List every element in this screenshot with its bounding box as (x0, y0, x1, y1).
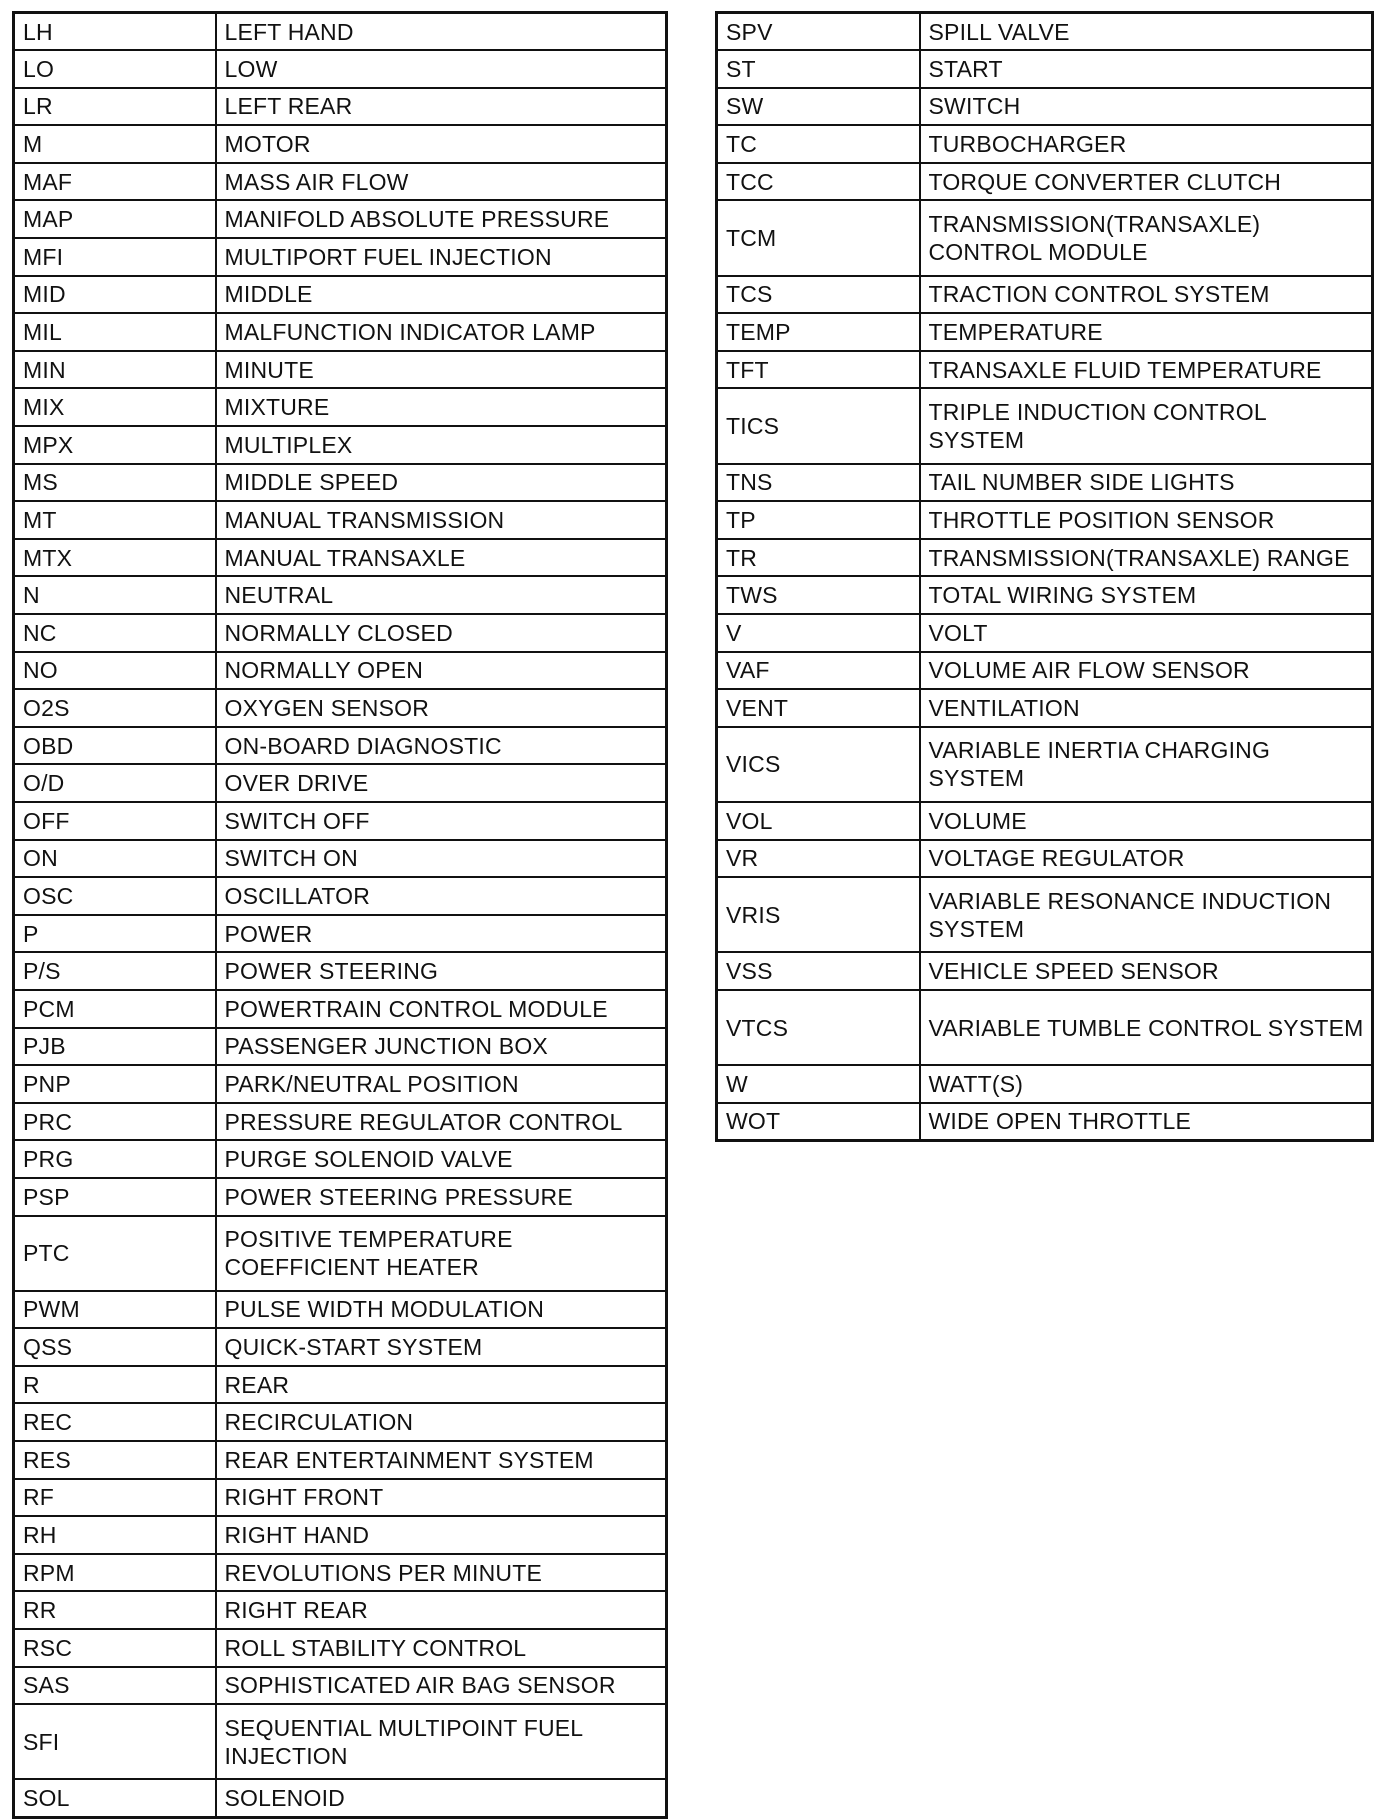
abbreviation-cell: OSC (14, 877, 216, 915)
table-row (14, 313, 667, 351)
definition-cell: SOLENOID (216, 1779, 667, 1817)
abbreviation-cell: RF (14, 1479, 216, 1517)
abbreviation-cell: TWS (717, 576, 920, 614)
definition-cell: MINUTE (216, 351, 667, 389)
abbreviation-cell: P (14, 915, 216, 953)
abbreviation-cell: MIL (14, 313, 216, 351)
abbreviation-cell: PTC (14, 1216, 216, 1291)
table-row (14, 915, 667, 953)
abbreviation-cell: O2S (14, 689, 216, 727)
definition-cell: VOLUME (920, 802, 1373, 840)
table-row (14, 276, 667, 314)
definition-cell: TEMPERATURE (920, 313, 1373, 351)
table-row (717, 50, 1373, 88)
abbreviation-cell: MTX (14, 539, 216, 577)
definition-cell: VARIABLE INERTIA CHARGING SYSTEM (920, 727, 1373, 802)
definition-cell: VOLT (920, 614, 1373, 652)
abbreviation-cell: RH (14, 1516, 216, 1554)
definition-cell: REVOLUTIONS PER MINUTE (216, 1554, 667, 1592)
table-row (717, 125, 1373, 163)
table-row (717, 1065, 1373, 1103)
table-row (717, 539, 1373, 577)
definition-cell: VEHICLE SPEED SENSOR (920, 952, 1373, 990)
table-row (14, 163, 667, 201)
table-row (14, 1028, 667, 1066)
abbreviation-cell: OFF (14, 802, 216, 840)
abbreviation-table-left (12, 11, 668, 1819)
definition-cell: SWITCH ON (216, 840, 667, 878)
table-row (14, 501, 667, 539)
definition-cell: TRANSAXLE FLUID TEMPERATURE (920, 351, 1373, 389)
abbreviation-cell: PWM (14, 1291, 216, 1329)
table-row (14, 13, 667, 51)
abbreviation-cell: ST (717, 50, 920, 88)
abbreviation-cell: MAF (14, 163, 216, 201)
table-row (14, 1704, 667, 1779)
definition-cell: SPILL VALVE (920, 13, 1373, 51)
abbreviation-cell: VOL (717, 802, 920, 840)
table-row (717, 88, 1373, 126)
abbreviation-cell: LO (14, 50, 216, 88)
table-row (14, 802, 667, 840)
abbreviation-cell: VICS (717, 727, 920, 802)
abbreviation-cell: W (717, 1065, 920, 1103)
table-row (14, 727, 667, 765)
abbreviation-cell: PCM (14, 990, 216, 1028)
definition-cell: RIGHT HAND (216, 1516, 667, 1554)
abbreviation-cell: VSS (717, 952, 920, 990)
table-row (14, 200, 667, 238)
table-row (14, 426, 667, 464)
abbreviation-cell: LH (14, 13, 216, 51)
definition-cell: TURBOCHARGER (920, 125, 1373, 163)
abbreviation-cell: PRG (14, 1140, 216, 1178)
definition-cell: NORMALLY OPEN (216, 652, 667, 690)
abbreviation-cell: PJB (14, 1028, 216, 1066)
table-row (14, 1065, 667, 1103)
abbreviation-cell: NC (14, 614, 216, 652)
abbreviation-cell: WOT (717, 1103, 920, 1141)
table-row (717, 689, 1373, 727)
abbreviation-cell: MAP (14, 200, 216, 238)
definition-cell: RIGHT REAR (216, 1591, 667, 1629)
definition-cell: POWER STEERING (216, 952, 667, 990)
abbreviation-cell: SW (717, 88, 920, 126)
abbreviation-cell: TR (717, 539, 920, 577)
abbreviation-cell: TP (717, 501, 920, 539)
table-row (14, 50, 667, 88)
table-row (717, 614, 1373, 652)
table-row (717, 952, 1373, 990)
table-row (14, 877, 667, 915)
table-row (14, 1366, 667, 1404)
table-row (717, 388, 1373, 463)
definition-cell: TOTAL WIRING SYSTEM (920, 576, 1373, 614)
definition-cell: PRESSURE REGULATOR CONTROL (216, 1103, 667, 1141)
definition-cell: OSCILLATOR (216, 877, 667, 915)
definition-cell: TAIL NUMBER SIDE LIGHTS (920, 464, 1373, 502)
table-row (14, 1667, 667, 1705)
table-row (14, 125, 667, 163)
definition-cell: NORMALLY CLOSED (216, 614, 667, 652)
definition-cell: SOPHISTICATED AIR BAG SENSOR (216, 1667, 667, 1705)
table-row (14, 614, 667, 652)
definition-cell: REAR ENTERTAINMENT SYSTEM (216, 1441, 667, 1479)
definition-cell: TRANSMISSION(TRANSAXLE) RANGE (920, 539, 1373, 577)
abbreviation-cell: TCS (717, 276, 920, 314)
definition-cell: REAR (216, 1366, 667, 1404)
table-row (14, 764, 667, 802)
definition-cell: MIDDLE SPEED (216, 464, 667, 502)
abbreviation-cell: PRC (14, 1103, 216, 1141)
definition-cell: MIXTURE (216, 388, 667, 426)
abbreviation-cell: P/S (14, 952, 216, 990)
table-row (717, 576, 1373, 614)
definition-cell: TRACTION CONTROL SYSTEM (920, 276, 1373, 314)
abbreviation-cell: MS (14, 464, 216, 502)
abbreviation-cell: RR (14, 1591, 216, 1629)
table-row (14, 1441, 667, 1479)
abbreviation-cell: RES (14, 1441, 216, 1479)
table-row (14, 1779, 667, 1817)
table-row (14, 1516, 667, 1554)
abbreviation-cell: MFI (14, 238, 216, 276)
table-row (717, 652, 1373, 690)
abbreviation-cell: SAS (14, 1667, 216, 1705)
definition-cell: LOW (216, 50, 667, 88)
definition-cell: PARK/NEUTRAL POSITION (216, 1065, 667, 1103)
abbreviation-cell: ON (14, 840, 216, 878)
abbreviation-cell: VTCS (717, 990, 920, 1065)
definition-cell: VOLTAGE REGULATOR (920, 840, 1373, 878)
definition-cell: VARIABLE TUMBLE CONTROL SYSTEM (920, 990, 1373, 1065)
definition-cell: SEQUENTIAL MULTIPOINT FUEL INJECTION (216, 1704, 667, 1779)
abbreviation-cell: LR (14, 88, 216, 126)
table-row (14, 464, 667, 502)
definition-cell: POSITIVE TEMPERATURE COEFFICIENT HEATER (216, 1216, 667, 1291)
table-row (14, 990, 667, 1028)
definition-cell: PASSENGER JUNCTION BOX (216, 1028, 667, 1066)
table-row (717, 990, 1373, 1065)
table-row (14, 351, 667, 389)
table-row (14, 1403, 667, 1441)
definition-cell: MALFUNCTION INDICATOR LAMP (216, 313, 667, 351)
table-row (717, 727, 1373, 802)
definition-cell: VOLUME AIR FLOW SENSOR (920, 652, 1373, 690)
table-row (717, 802, 1373, 840)
table-row (717, 313, 1373, 351)
abbreviation-cell: TEMP (717, 313, 920, 351)
definition-cell: VARIABLE RESONANCE INDUCTION SYSTEM (920, 877, 1373, 952)
abbreviation-cell: PNP (14, 1065, 216, 1103)
definition-cell: PULSE WIDTH MODULATION (216, 1291, 667, 1329)
definition-cell: WIDE OPEN THROTTLE (920, 1103, 1373, 1141)
table-row (14, 1554, 667, 1592)
definition-cell: OVER DRIVE (216, 764, 667, 802)
definition-cell: ON-BOARD DIAGNOSTIC (216, 727, 667, 765)
abbreviation-cell: SOL (14, 1779, 216, 1817)
definition-cell: POWERTRAIN CONTROL MODULE (216, 990, 667, 1028)
abbreviation-cell: TICS (717, 388, 920, 463)
abbreviation-cell: VR (717, 840, 920, 878)
abbreviation-table-right (715, 11, 1374, 1142)
table-row (14, 840, 667, 878)
abbreviation-cell: M (14, 125, 216, 163)
table-row (717, 276, 1373, 314)
definition-cell: RIGHT FRONT (216, 1479, 667, 1517)
definition-cell: VENTILATION (920, 689, 1373, 727)
definition-cell: MANIFOLD ABSOLUTE PRESSURE (216, 200, 667, 238)
definition-cell: MANUAL TRANSAXLE (216, 539, 667, 577)
definition-cell: QUICK-START SYSTEM (216, 1328, 667, 1366)
abbreviation-cell: RSC (14, 1629, 216, 1667)
table-row (717, 351, 1373, 389)
table-row (717, 877, 1373, 952)
abbreviation-cell: TCM (717, 200, 920, 275)
abbreviation-cell: OBD (14, 727, 216, 765)
definition-cell: TRIPLE INDUCTION CONTROL SYSTEM (920, 388, 1373, 463)
abbreviation-cell: MPX (14, 426, 216, 464)
table-row (14, 689, 667, 727)
abbreviation-cell: TFT (717, 351, 920, 389)
definition-cell: MULTIPLEX (216, 426, 667, 464)
abbreviation-cell: VRIS (717, 877, 920, 952)
definition-cell: RECIRCULATION (216, 1403, 667, 1441)
abbreviation-cell: O/D (14, 764, 216, 802)
abbreviation-cell: MT (14, 501, 216, 539)
definition-cell: WATT(S) (920, 1065, 1373, 1103)
definition-cell: LEFT REAR (216, 88, 667, 126)
abbreviation-cell: R (14, 1366, 216, 1404)
table-row (717, 840, 1373, 878)
abbreviation-cell: MID (14, 276, 216, 314)
table-row (717, 464, 1373, 502)
abbreviation-cell: SPV (717, 13, 920, 51)
table-row (14, 576, 667, 614)
definition-cell: SWITCH (920, 88, 1373, 126)
definition-cell: ROLL STABILITY CONTROL (216, 1629, 667, 1667)
abbreviation-cell: PSP (14, 1178, 216, 1216)
table-row (717, 501, 1373, 539)
abbreviation-cell: MIX (14, 388, 216, 426)
abbreviation-cell: TCC (717, 163, 920, 201)
definition-cell: OXYGEN SENSOR (216, 689, 667, 727)
table-row (14, 1591, 667, 1629)
table-row (14, 1479, 667, 1517)
definition-cell: MOTOR (216, 125, 667, 163)
table-row (14, 1291, 667, 1329)
definition-cell: MASS AIR FLOW (216, 163, 667, 201)
table-row (14, 539, 667, 577)
table-row (717, 13, 1373, 51)
definition-cell: TRANSMISSION(TRANSAXLE) CONTROL MODULE (920, 200, 1373, 275)
table-row (717, 200, 1373, 275)
table-row (14, 652, 667, 690)
abbreviation-cell: RPM (14, 1554, 216, 1592)
abbreviation-cell: VAF (717, 652, 920, 690)
table-row (717, 1103, 1373, 1141)
definition-cell: MANUAL TRANSMISSION (216, 501, 667, 539)
definition-cell: MIDDLE (216, 276, 667, 314)
abbreviation-cell: VENT (717, 689, 920, 727)
table-row (14, 1216, 667, 1291)
table-row (14, 1178, 667, 1216)
table-row (14, 952, 667, 990)
definition-cell: SWITCH OFF (216, 802, 667, 840)
definition-cell: THROTTLE POSITION SENSOR (920, 501, 1373, 539)
table-row (14, 88, 667, 126)
abbreviation-cell: TC (717, 125, 920, 163)
table-row (14, 1629, 667, 1667)
table-row (14, 1140, 667, 1178)
definition-cell: PURGE SOLENOID VALVE (216, 1140, 667, 1178)
table-row (717, 163, 1373, 201)
definition-cell: POWER STEERING PRESSURE (216, 1178, 667, 1216)
definition-cell: START (920, 50, 1373, 88)
definition-cell: MULTIPORT FUEL INJECTION (216, 238, 667, 276)
definition-cell: NEUTRAL (216, 576, 667, 614)
definition-cell: TORQUE CONVERTER CLUTCH (920, 163, 1373, 201)
abbreviation-cell: SFI (14, 1704, 216, 1779)
table-row (14, 388, 667, 426)
definition-cell: POWER (216, 915, 667, 953)
table-row (14, 1103, 667, 1141)
abbreviation-cell: TNS (717, 464, 920, 502)
abbreviation-cell: NO (14, 652, 216, 690)
table-row (14, 238, 667, 276)
table-row (14, 1328, 667, 1366)
abbreviation-cell: V (717, 614, 920, 652)
abbreviation-cell: QSS (14, 1328, 216, 1366)
abbreviation-cell: REC (14, 1403, 216, 1441)
abbreviation-cell: MIN (14, 351, 216, 389)
abbreviation-cell: N (14, 576, 216, 614)
definition-cell: LEFT HAND (216, 13, 667, 51)
